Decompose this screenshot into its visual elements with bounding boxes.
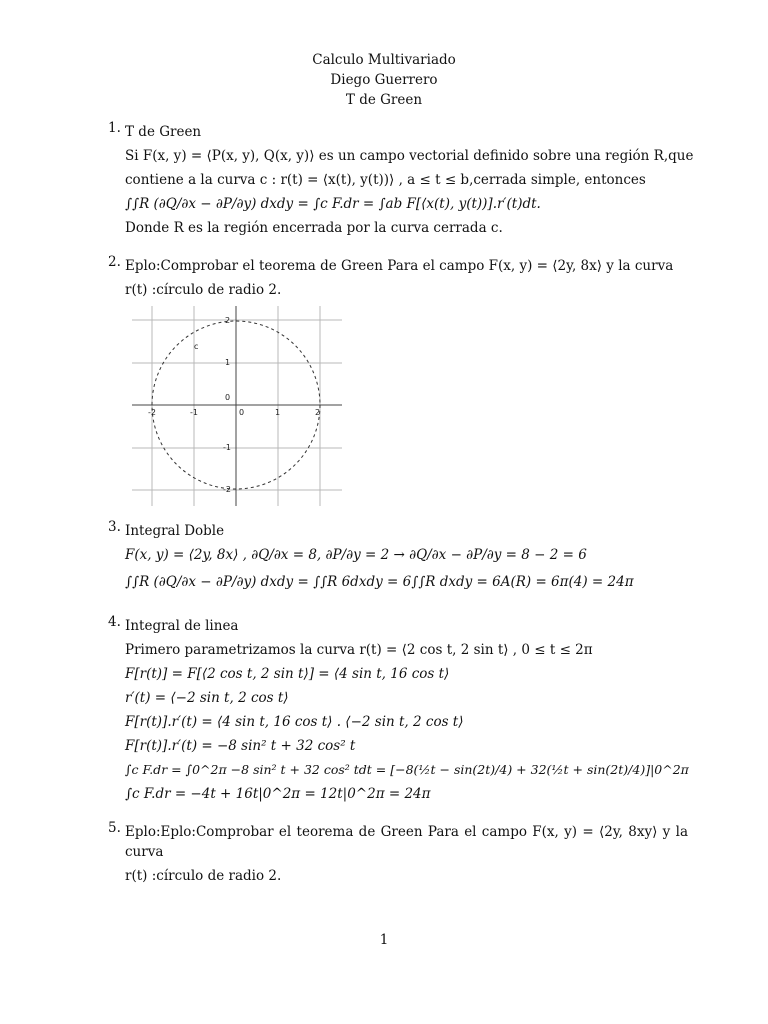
topic-title: T de Green [345,92,423,108]
partial-derivatives: F(x, y) = ⟨2y, 8x⟩ , ∂Q/∂x = 8, ∂P/∂y = 2 → ∂Q/∂x − ∂P/∂y = 8 − 2 = 6 [125,547,587,563]
x-tick-label: -1 [190,408,198,417]
page-number: 1 [379,932,389,948]
section-title: Integral Doble [125,523,225,539]
line-integral-step: F[r(t)].r′(t) = ⟨4 sin t, 16 cos t⟩ . ⟨−2 sin t, 2 cos t⟩ [125,714,464,730]
double-integral-result: ∫∫R (∂Q/∂x − ∂P/∂y) dxdy = ∫∫R 6dxdy = 6∫∫R dxdy = 6A(R) = 6π(4) = 24π [125,574,634,590]
theorem-line: Donde R es la región encerrada por la curva cerrada c. [125,220,503,236]
circle-plot [132,306,342,506]
theorem-line: contiene a la curva c : r(t) = ⟨x(t), y(t))⟩ , a ≤ t ≤ b,cerrada simple, entonces [125,172,646,188]
x-tick-label: 2 [315,408,321,417]
section-title-continued: curva [125,844,164,860]
line-integral-result: ∫c F.dr = −4t + 16t|0^2π = 12t|0^2π = 24π [125,786,431,802]
section-1 [108,120,694,240]
section-title: Eplo:Eplo:Comprobar el teorema de Green Para el campo F(x, y) = ⟨2y, 8xy⟩ y la [125,824,688,840]
section-5 [108,820,688,888]
line-integral-step: F[r(t)] = F[⟨2 cos t, 2 sin t⟩] = ⟨4 sin t, 16 cos t⟩ [125,666,450,682]
section-2 [108,254,688,302]
curve-description: r(t) :círculo de radio 2. [125,282,282,298]
section-number: 5. [108,820,121,836]
y-tick-label: -2 [223,485,231,494]
section-number: 1. [108,120,121,136]
y-tick-label: 0 [225,393,231,402]
section-number: 2. [108,254,121,270]
section-title: T de Green [125,124,202,140]
section-title: Eplo:Comprobar el teorema de Green Para el campo F(x, y) = ⟨2y, 8x⟩ y la curva [125,258,674,274]
course-title: Calculo Multivariado [312,52,456,68]
green-formula: ∫∫R (∂Q/∂x − ∂P/∂y) dxdy = ∫c F.dr = ∫ab F[⟨x(t), y(t))].r′(t)dt. [125,196,541,212]
y-tick-label: -1 [223,443,231,452]
section-number: 3. [108,519,121,535]
parametrization-line: Primero parametrizamos la curva r(t) = ⟨2 cos t, 2 sin t⟩ , 0 ≤ t ≤ 2π [125,642,593,658]
x-tick-label: -2 [148,408,156,417]
section-number: 4. [108,614,121,630]
x-tick-label: 1 [275,408,281,417]
grid-lines [132,306,342,506]
section-title: Integral de linea [125,618,239,634]
curve-description: r(t) :círculo de radio 2. [125,868,282,884]
y-tick-label: 1 [225,358,231,367]
line-integral-step: r′(t) = ⟨−2 sin t, 2 cos t⟩ [125,690,289,706]
curve-label: c [194,342,199,351]
x-tick-label: 0 [239,408,245,417]
section-3 [108,519,688,597]
y-tick-label: 2 [225,316,231,325]
theorem-line: Si F(x, y) = ⟨P(x, y), Q(x, y)⟩ es un campo vectorial definido sobre una región R,que [125,148,694,164]
document-header [0,50,768,110]
line-integral-step: ∫c F.dr = ∫0^2π −8 sin² t + 32 cos² tdt = [−8(½t − sin(2t)/4) + 32(½t + sin(2t)/4)]|0^2π [125,762,689,777]
section-4 [108,614,688,806]
author-name: Diego Guerrero [330,72,438,88]
line-integral-step: F[r(t)].r′(t) = −8 sin² t + 32 cos² t [125,738,356,754]
